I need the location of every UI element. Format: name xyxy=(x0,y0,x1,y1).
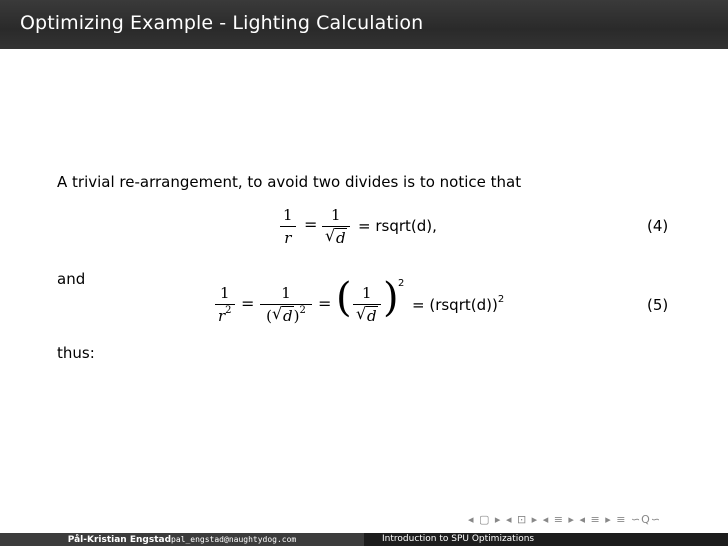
eq5-a-num: 1 xyxy=(220,284,230,302)
eq5-b-num: 1 xyxy=(281,284,291,302)
footer-title-box xyxy=(364,533,728,546)
eq4-number: (4) xyxy=(647,217,669,235)
eq4-rhs: = rsqrt(d), xyxy=(358,217,437,235)
eq5-b-den: d xyxy=(283,307,293,325)
nav-equal-icon[interactable]: ≡ xyxy=(616,513,627,526)
title-bar xyxy=(0,0,728,49)
eq4-equals: = xyxy=(304,215,318,234)
eq5-rhs: = (rsqrt(d))$^2$ xyxy=(412,294,505,314)
eq5-equals-1: = xyxy=(241,294,255,313)
eq4-mid-num: 1 xyxy=(331,206,341,224)
eq5-a-fraction xyxy=(215,284,235,325)
eq5-c-exp: 2 xyxy=(398,278,405,289)
eq4-lhs-fraction xyxy=(280,206,296,247)
nav-prev-frame-icon[interactable]: ◂ ▢ ▸ xyxy=(468,513,502,526)
footer-talk-title: Introduction to SPU Optimizations xyxy=(382,534,535,544)
eq5-b-fraction: 1 ( √ d)$^2$ xyxy=(260,284,312,325)
eq5-equals-2: = xyxy=(318,294,332,313)
eq4-lhs-num: 1 xyxy=(283,206,293,224)
eq4-mid-fraction: 1 √ d xyxy=(322,206,350,247)
eq5-rhs-exp: 2 xyxy=(497,294,505,305)
intro-text: A trivial re-arrangement, to avoid two divides is to notice that xyxy=(57,173,522,191)
eq4-lhs-den: r xyxy=(284,229,292,247)
eq4-mid-den: d xyxy=(336,229,346,247)
slide-title: Optimizing Example - Lighting Calculation xyxy=(20,12,424,34)
nav-section-icon[interactable]: ◂ ≡ ▸ xyxy=(579,513,612,526)
nav-prev-section-icon[interactable]: ◂ ⊡ ▸ xyxy=(505,513,539,526)
thus-text: thus: xyxy=(57,344,95,362)
eq5-b-exp: 2 xyxy=(299,305,306,316)
footer-email: pal_engstad@naughtydog.com xyxy=(171,535,297,544)
footer-author: Pål-Kristian Engstad xyxy=(67,535,172,545)
eq5-right-paren: ) xyxy=(383,275,399,321)
nav-search-icon[interactable]: ∽Q∽ xyxy=(630,513,662,526)
eq5-c-fraction: 1 √ d xyxy=(353,284,381,325)
eq5-number: (5) xyxy=(647,296,669,314)
eq5-left-paren: ( xyxy=(336,275,352,321)
and-text: and xyxy=(57,270,86,288)
eq5-c-den: d xyxy=(367,307,377,325)
navigation-symbols[interactable] xyxy=(468,513,661,526)
footer-author-box xyxy=(0,533,364,546)
eq5-a-exp: 2 xyxy=(225,305,232,316)
footer-bar xyxy=(0,533,728,546)
eq5-a-den: r xyxy=(218,307,226,325)
eq5-c-num: 1 xyxy=(362,284,372,302)
nav-subsection-icon[interactable]: ◂ ≡ ▸ xyxy=(542,513,575,526)
